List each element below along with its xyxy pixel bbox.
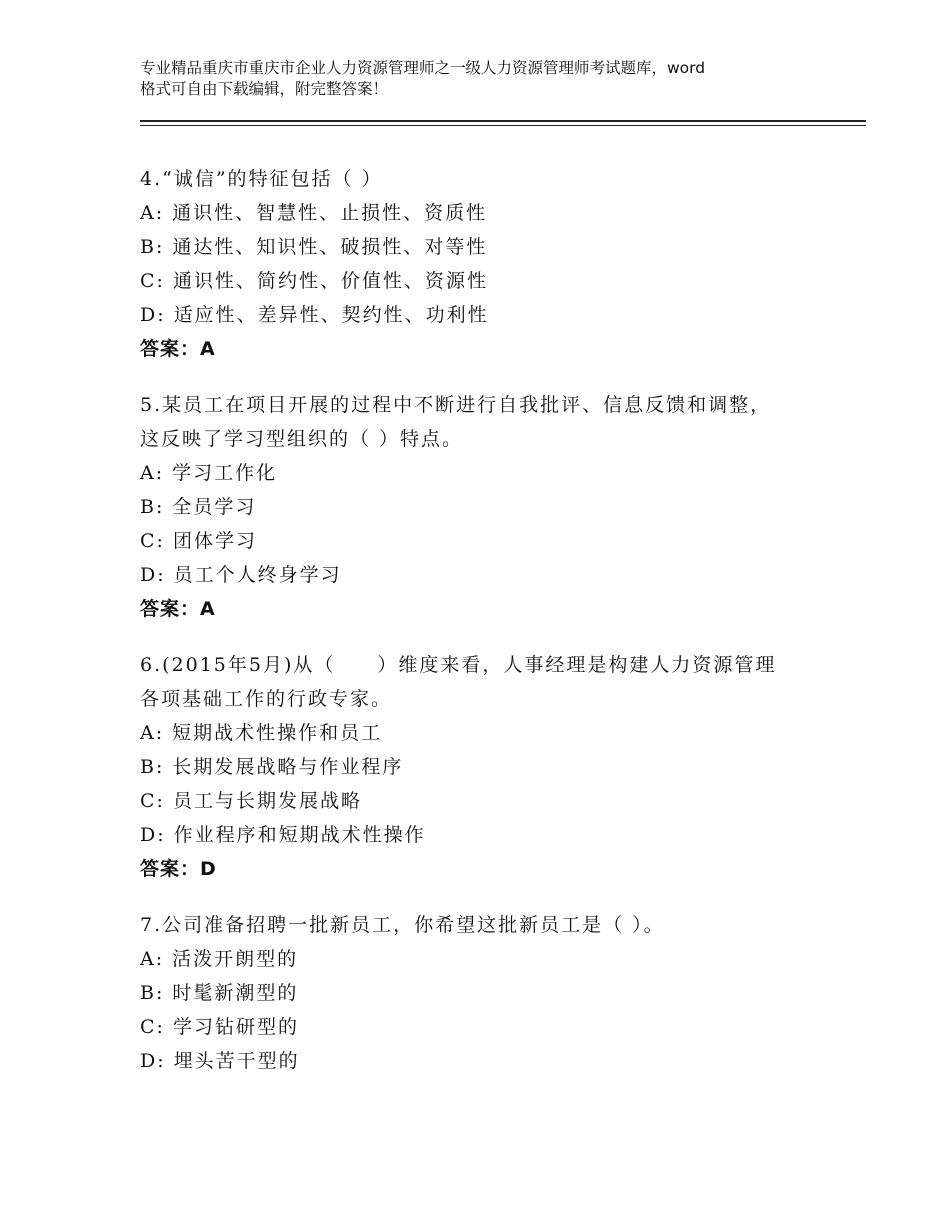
question-stem: 5.某员工在项目开展的过程中不断进行自我批评、信息反馈和调整， <box>140 394 772 416</box>
header-line-1: 专业精品重庆市重庆市企业人力资源管理师之一级人力资源管理师考试题库，word <box>140 59 706 77</box>
option-c: C: 团体学习 <box>140 530 257 552</box>
header-divider-thin <box>140 125 866 126</box>
answer: 答案：A <box>140 598 216 620</box>
header-divider-thick <box>140 120 866 122</box>
option-b: B: 时髦新潮型的 <box>140 982 299 1004</box>
option-a: A: 短期战术性操作和员工 <box>140 722 383 744</box>
document-header <box>140 58 830 100</box>
option-a: A: 通识性、智慧性、止损性、资质性 <box>140 202 488 224</box>
option-c: C: 通识性、简约性、价值性、资源性 <box>140 270 488 292</box>
question-stem-continued: 各项基础工作的行政专家。 <box>140 688 393 710</box>
option-c: C: 学习钻研型的 <box>140 1016 299 1038</box>
header-line-2: 格式可自由下载编辑，附完整答案！ <box>140 80 389 98</box>
option-d: D: 适应性、差异性、契约性、功利性 <box>140 304 489 326</box>
question-4 <box>140 162 820 366</box>
option-a: A: 学习工作化 <box>140 462 278 484</box>
answer: 答案：A <box>140 338 216 360</box>
question-list <box>140 162 820 1100</box>
option-b: B: 通达性、知识性、破损性、对等性 <box>140 236 488 258</box>
question-stem: 7.公司准备招聘一批新员工，你希望这批新员工是（ ）。 <box>140 914 665 936</box>
question-7 <box>140 908 820 1078</box>
question-6 <box>140 648 820 886</box>
option-b: B: 长期发展战略与作业程序 <box>140 756 404 778</box>
option-d: D: 埋头苦干型的 <box>140 1050 300 1072</box>
question-5 <box>140 388 820 626</box>
answer: 答案：D <box>140 858 217 880</box>
question-stem-continued: 这反映了学习型组织的（ ）特点。 <box>140 428 464 450</box>
question-stem: 6.(2015年5月)从（ ）维度来看，人事经理是构建人力资源管理 <box>140 654 777 676</box>
option-d: D: 作业程序和短期战术性操作 <box>140 824 426 846</box>
option-c: C: 员工与长期发展战略 <box>140 790 362 812</box>
option-d: D: 员工个人终身学习 <box>140 564 342 586</box>
option-b: B: 全员学习 <box>140 496 257 518</box>
option-a: A: 活泼开朗型的 <box>140 948 299 970</box>
question-stem: 4.“诚信”的特征包括（ ） <box>140 168 383 190</box>
